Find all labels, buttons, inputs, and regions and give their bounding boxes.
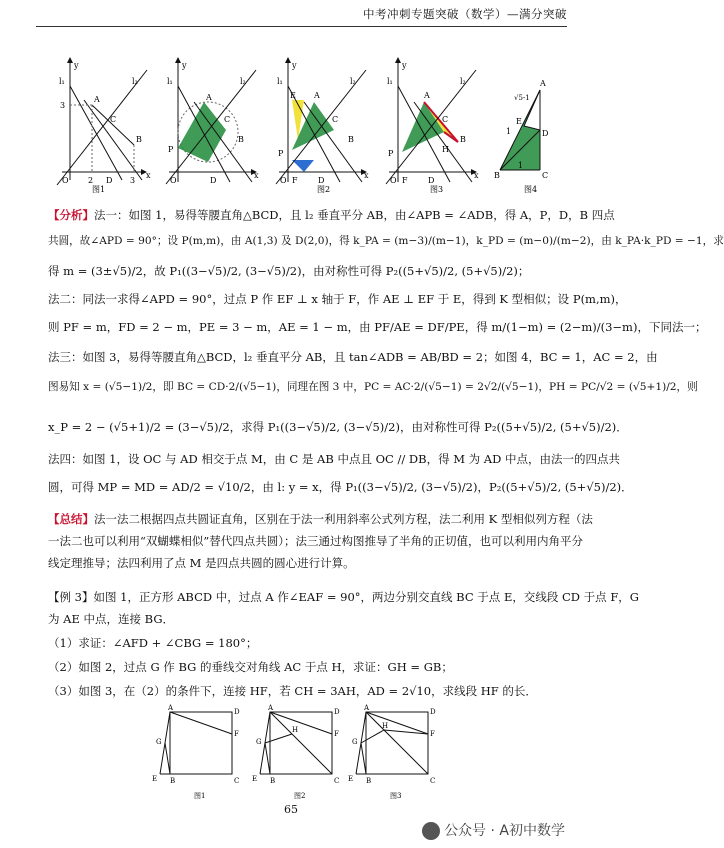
fig4-C-label: C <box>442 115 449 124</box>
fig1-O-label: O <box>62 176 69 185</box>
ex3-G-label: G <box>352 738 358 746</box>
fig3-E-label: E <box>290 91 296 100</box>
fig2-P-label: P <box>168 145 174 154</box>
analysis-line-10: 圆，可得 MP = MD = AD/2 = √10/2，由 l: y = x，得 P₁((3−√5)/2, (3−√5)/2)，P₂((5+√5)/2, (5+√5)/2)． <box>48 480 633 494</box>
page-number: 65 <box>284 803 298 816</box>
figure-4 <box>386 60 479 185</box>
figure-3 <box>276 60 369 185</box>
analysis-tag: 【分析】 <box>48 208 94 222</box>
fig3-P-label: P <box>278 149 284 158</box>
figure-1-caption: 图1 <box>92 185 106 194</box>
fig4-H-label: H <box>442 145 449 154</box>
figure-4-caption: 图4 <box>524 185 538 194</box>
example-q2: （2）如图 2，过点 G 作 BG 的垂线交对角线 AC 于点 H，求证：GH = GB； <box>48 660 453 674</box>
analysis-line-6: 法三：如图 3，易得等腰直角△BCD，l₂ 垂直平分 AB，且 tan∠ADB = AB/BD = 2；如图 4，BC = 1，AC = 2，由 <box>48 350 658 364</box>
fig2-C-label: C <box>224 115 231 124</box>
ex1-E-label: E <box>152 775 158 783</box>
fig3-D-label: D <box>318 176 325 185</box>
analysis-line-5: 则 PF = m，FD = 2 − m，PE = 3 − m，AE = 1 − m，由 PF/AE = DF/PE，得 m/(1−m) = (2−m)/(3−m)，下同法一； <box>48 320 707 334</box>
fig3-l1-label: l₁ <box>277 77 283 86</box>
example-figure-3 <box>348 704 436 800</box>
ex1-D-label: D <box>234 708 240 716</box>
ex-fig1-caption: 图1 <box>194 792 206 800</box>
ex3-F-label: F <box>430 730 435 738</box>
ex2-F-label: F <box>334 730 339 738</box>
ex3-B-label: B <box>366 777 372 785</box>
ex3-E-label: E <box>348 775 354 783</box>
fig1-tick-2: 2 <box>88 176 94 185</box>
fig5-D-label: D <box>542 129 549 138</box>
ex2-C-label: C <box>334 777 340 785</box>
fig3-O-label: O <box>280 176 287 185</box>
fig3-A-label: A <box>314 91 320 100</box>
fig4-x-label: x <box>474 171 479 180</box>
example-q1: （1）求证：∠AFD + ∠CBG = 180°； <box>48 636 258 650</box>
fig3-x-label: x <box>364 171 369 180</box>
fig3-B-label: B <box>348 135 354 144</box>
summary-line-1: 【总结】法一法二根据四点共圆证直角，区别在于法一利用斜率公式列方程，法二利用 K 型相似列方程（法 <box>48 512 593 526</box>
ex1-B-label: B <box>170 777 176 785</box>
fig4-A-label: A <box>424 91 430 100</box>
header-divider <box>36 26 567 27</box>
fig2-l1-label: l₁ <box>167 77 173 86</box>
fig1-tick-3x: 3 <box>130 176 136 185</box>
fig2-A-label: A <box>206 93 212 102</box>
ex2-B-label: B <box>270 777 276 785</box>
fig1-D-label: D <box>106 176 113 185</box>
ex-fig2-caption: 图2 <box>294 792 306 800</box>
figure-2 <box>166 60 259 185</box>
fig1-C-label: C <box>110 115 117 124</box>
figure-1 <box>57 60 151 185</box>
watermark <box>422 820 565 840</box>
ex3-C-label: C <box>430 777 436 785</box>
fig5-one-label: 1 <box>518 161 524 170</box>
summary-line-3: 线定理推导；法四利用了点 M 是四点共圆的圆心进行计算。 <box>48 556 355 570</box>
fig4-y-label: y <box>402 61 407 70</box>
fig3-F-label: F <box>292 176 298 185</box>
fig5-1-label: 1 <box>506 127 512 136</box>
fig4-D-label: D <box>428 176 435 185</box>
fig5-A-label: A <box>540 79 546 88</box>
ex1-F-label: F <box>234 730 239 738</box>
analysis-line-7: 图易知 x = (√5−1)/2，即 BC = CD·2/(√5−1)，同理在图 3 中，PC = AC·2/(√5−1) = 2√2/(√5−1)，PH = PC/√2 = (√5+1)/2，则 <box>48 381 698 393</box>
fig1-A-label: A <box>94 95 100 104</box>
analysis-line-8: x_P = 2 − (√5+1)/2 = (3−√5)/2，求得 P₁((3−√5)/2, (3−√5)/2)，由对称性可得 P₂((5+√5)/2, (5+√5)/2)． <box>48 420 628 434</box>
ex3-A-label: A <box>364 704 370 712</box>
example-figure-2 <box>252 704 340 800</box>
ex2-G-label: G <box>256 738 262 746</box>
ex2-E-label: E <box>252 775 258 783</box>
ex2-A-label: A <box>268 704 274 712</box>
figure-5 <box>494 79 548 180</box>
summary-tag: 【总结】 <box>48 512 94 526</box>
fig1-l1-label: l₁ <box>59 77 65 86</box>
fig2-x-label: x <box>254 171 259 180</box>
analysis-line-3: 得 m = (3±√5)/2，故 P₁((3−√5)/2, (3−√5)/2)，由对称性可得 P₂((5+√5)/2, (5+√5)/2)； <box>48 264 530 278</box>
top-figures <box>52 60 552 192</box>
fig3-C-label: C <box>332 115 339 124</box>
example-figures <box>150 704 436 806</box>
fig5-C-label: C <box>542 171 549 180</box>
fig5-B-label: B <box>494 171 500 180</box>
fig1-tick-3: 3 <box>60 101 66 110</box>
example-intro-1: 【例 3】如图 1，正方形 ABCD 中，过点 A 作∠EAF = 90°，两边分别交直线 BC 于点 E，交线段 CD 于点 F，G <box>48 590 639 604</box>
fig3-y-label: y <box>292 61 297 70</box>
fig1-x-label: x <box>146 171 151 180</box>
fig5-E-label: E <box>516 117 522 126</box>
example-q3: （3）如图 3，在（2）的条件下，连接 HF，若 CH = 3AH，AD = 2√10，求线段 HF 的长． <box>48 684 537 698</box>
fig2-y-label: y <box>182 61 187 70</box>
analysis-line-2: 共圆，故∠APD = 90°；设 P(m,m)，由 A(1,3) 及 D(2,0)，得 k_PA = (m−3)/(m−1)，k_PD = (m−0)/(m−2)，由 k_PA·k_PD = −1，求 <box>48 235 724 247</box>
page-header <box>363 6 567 22</box>
page-header-title: 中考冲刺专题突破（数学）—满分突破 <box>363 7 567 21</box>
ex2-H-label: H <box>292 726 299 734</box>
ex-fig3-caption: 图3 <box>390 792 402 800</box>
watermark-text: 公众号 · A初中数学 <box>444 823 565 839</box>
ex2-D-label: D <box>334 708 340 716</box>
example-figure-1 <box>152 704 240 800</box>
ex1-A-label: A <box>168 704 174 712</box>
ex1-G-label: G <box>156 738 162 746</box>
analysis-line-1: 【分析】法一：如图 1，易得等腰直角△BCD，且 l₂ 垂直平分 AB，由∠APB = ∠ADB，得 A，P，D，B 四点 <box>48 208 615 222</box>
fig4-P-label: P <box>388 149 394 158</box>
fig2-D-label: D <box>210 176 217 185</box>
ex3-D-label: D <box>430 708 436 716</box>
summary-line-2: 一法二也可以利用“双蝴蝶相似”替代四点共圆）；法三通过构图推导了半角的正切值，也可以利用内角平分 <box>48 534 584 548</box>
fig1-B-label: B <box>136 135 142 144</box>
fig2-l2-label: l₂ <box>240 77 246 86</box>
fig2-B-label: B <box>238 135 244 144</box>
fig1-y-label: y <box>74 61 79 70</box>
fig5-sqrt-label: √5-1 <box>514 94 530 102</box>
fig1-l2-label: l₂ <box>132 77 138 86</box>
example-tag: 【例 3】 <box>48 590 94 604</box>
fig4-l2-label: l₂ <box>460 77 466 86</box>
analysis-line-4: 法二：同法一求得∠APD = 90°，过点 P 作 EF ⊥ x 轴于 F，作 AE ⊥ EF 于 E，得到 K 型相似；设 P(m,m)， <box>48 292 627 306</box>
ex3-H-label: H <box>382 722 389 730</box>
fig4-l1-label: l₁ <box>387 77 393 86</box>
fig4-B-label: B <box>460 135 466 144</box>
figure-3-caption: 图3 <box>430 185 444 194</box>
analysis-line-9: 法四：如图 1，设 OC 与 AD 相交于点 M，由 C 是 AB 中点且 OC // DB，得 M 为 AD 中点，由法一的四点共 <box>48 452 620 466</box>
fig4-O-label: O <box>390 176 397 185</box>
example-intro-2: 为 AE 中点，连接 BG． <box>48 612 175 626</box>
ex1-C-label: C <box>234 777 240 785</box>
fig3-l2-label: l₂ <box>350 77 356 86</box>
wechat-icon <box>422 822 440 840</box>
fig4-F-label: F <box>402 176 408 185</box>
figure-2-caption: 图2 <box>317 185 331 194</box>
fig2-O-label: O <box>170 176 177 185</box>
